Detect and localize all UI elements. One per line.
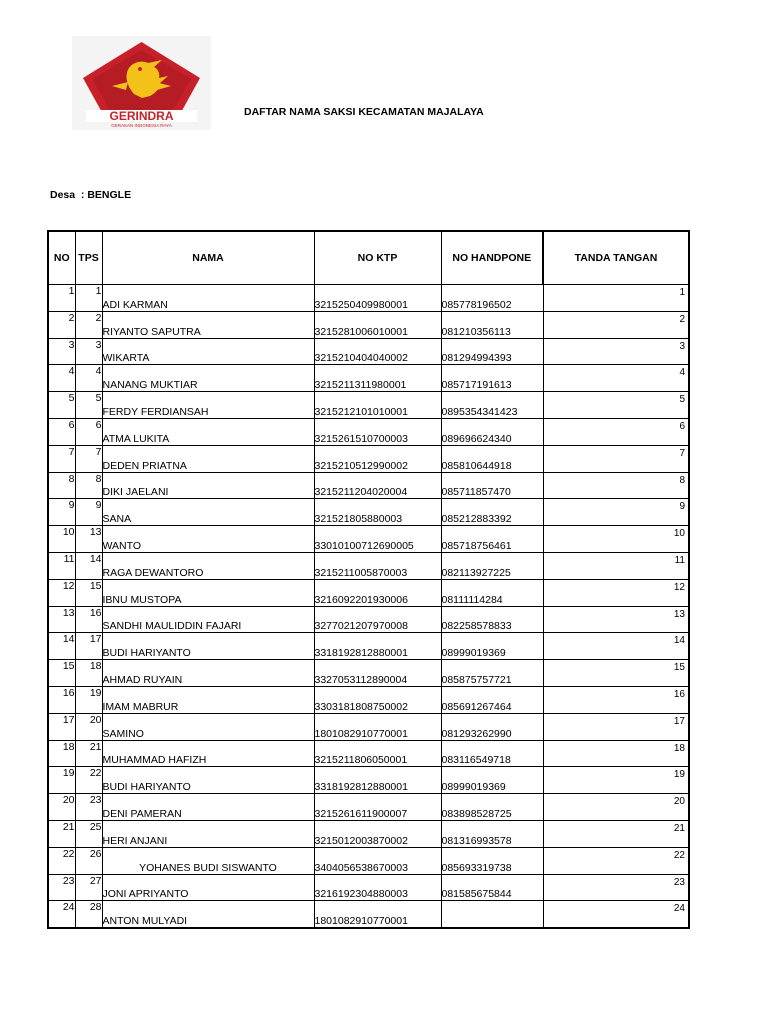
row-tps: 17 <box>75 633 102 660</box>
table-row <box>48 633 689 660</box>
row-no: 10 <box>48 526 75 553</box>
row-nama: ATMA LUKITA <box>102 418 314 445</box>
row-no: 17 <box>48 713 75 740</box>
table-row <box>48 686 689 713</box>
row-tps: 3 <box>75 338 102 365</box>
witness-table <box>47 230 690 929</box>
row-tps: 27 <box>75 874 102 901</box>
row-no: 3 <box>48 338 75 365</box>
signature-number: 20 <box>673 796 685 808</box>
garuda-logo-icon <box>72 36 211 130</box>
row-tps: 28 <box>75 901 102 928</box>
header-no-handpone: NO HANDPONE <box>441 231 543 285</box>
row-no-handpone: 083116549718 <box>441 740 543 767</box>
row-nama: RIYANTO SAPUTRA <box>102 311 314 338</box>
table-row <box>48 365 689 392</box>
row-no: 11 <box>48 552 75 579</box>
row-no-handpone: 081293262990 <box>441 713 543 740</box>
table-row <box>48 820 689 847</box>
table-row <box>48 794 689 821</box>
row-no-ktp: 3215261510700003 <box>314 418 441 445</box>
row-no-ktp: 3216092201930006 <box>314 579 441 606</box>
row-tanda-tangan <box>543 552 689 579</box>
row-tanda-tangan <box>543 392 689 419</box>
row-no-ktp: 3215250409980001 <box>314 285 441 312</box>
signature-number: 2 <box>679 313 685 325</box>
row-tanda-tangan <box>543 606 689 633</box>
signature-number: 10 <box>673 528 685 540</box>
document-title: DAFTAR NAMA SAKSI KECAMATAN MAJALAYA <box>244 106 484 118</box>
row-no: 6 <box>48 418 75 445</box>
row-no: 2 <box>48 311 75 338</box>
signature-number: 16 <box>673 688 685 700</box>
row-no-ktp: 3215211005870003 <box>314 552 441 579</box>
row-tps: 23 <box>75 794 102 821</box>
table-row <box>48 418 689 445</box>
row-no: 4 <box>48 365 75 392</box>
header-tanda-tangan: TANDA TANGAN <box>543 231 689 285</box>
row-no-ktp: 3215211311980001 <box>314 365 441 392</box>
row-no-handpone: 085718756461 <box>441 526 543 553</box>
signature-number: 11 <box>674 554 685 566</box>
row-no-handpone: 08999019369 <box>441 633 543 660</box>
table-header-row <box>48 231 689 285</box>
signature-number: 12 <box>673 581 685 593</box>
header-no: NO <box>48 231 75 285</box>
row-tanda-tangan <box>543 686 689 713</box>
row-no: 9 <box>48 499 75 526</box>
signature-number: 23 <box>673 876 685 888</box>
row-no-ktp: 3215281006010001 <box>314 311 441 338</box>
row-no-handpone: 085810644918 <box>441 445 543 472</box>
row-no-handpone: 081294994393 <box>441 338 543 365</box>
row-no-ktp: 33010100712690005 <box>314 526 441 553</box>
row-no-handpone: 085717191613 <box>441 365 543 392</box>
row-no: 7 <box>48 445 75 472</box>
table-row <box>48 767 689 794</box>
row-tps: 13 <box>75 526 102 553</box>
row-tanda-tangan <box>543 901 689 928</box>
row-nama: YOHANES BUDI SISWANTO <box>102 847 314 874</box>
table-row <box>48 606 689 633</box>
row-nama: BUDI HARIYANTO <box>102 767 314 794</box>
row-nama: DENI PAMERAN <box>102 794 314 821</box>
row-nama: IMAM MABRUR <box>102 686 314 713</box>
row-tps: 7 <box>75 445 102 472</box>
signature-number: 22 <box>673 849 685 861</box>
row-no-ktp: 3215210512990002 <box>314 445 441 472</box>
row-tanda-tangan <box>543 499 689 526</box>
row-no-handpone: 08111114284 <box>441 579 543 606</box>
table-row <box>48 874 689 901</box>
row-tps: 8 <box>75 472 102 499</box>
row-tanda-tangan <box>543 338 689 365</box>
signature-number: 18 <box>673 742 685 754</box>
header-nama: NAMA <box>102 231 314 285</box>
row-tanda-tangan <box>543 365 689 392</box>
row-no-ktp: 3327053112890004 <box>314 660 441 687</box>
table-row <box>48 311 689 338</box>
row-no-handpone: 081316993578 <box>441 820 543 847</box>
row-no-handpone: 085691267464 <box>441 686 543 713</box>
table-row <box>48 901 689 928</box>
row-tps: 25 <box>75 820 102 847</box>
row-tps: 16 <box>75 606 102 633</box>
row-nama: HERI ANJANI <box>102 820 314 847</box>
row-no: 16 <box>48 686 75 713</box>
row-tanda-tangan <box>543 847 689 874</box>
row-no-ktp: 3215211806050001 <box>314 740 441 767</box>
row-no: 5 <box>48 392 75 419</box>
row-no: 24 <box>48 901 75 928</box>
row-tanda-tangan <box>543 285 689 312</box>
signature-number: 6 <box>679 420 685 432</box>
row-tanda-tangan <box>543 579 689 606</box>
row-no-handpone: 083898528725 <box>441 794 543 821</box>
row-no-ktp: 3318192812880001 <box>314 767 441 794</box>
table-row <box>48 338 689 365</box>
row-tps: 4 <box>75 365 102 392</box>
row-nama: ADI KARMAN <box>102 285 314 312</box>
row-tanda-tangan <box>543 740 689 767</box>
row-nama: AHMAD RUYAIN <box>102 660 314 687</box>
row-no-handpone: 085875757721 <box>441 660 543 687</box>
row-no-handpone: 085212883392 <box>441 499 543 526</box>
row-tanda-tangan <box>543 472 689 499</box>
table-row <box>48 660 689 687</box>
signature-number: 4 <box>679 367 685 379</box>
table-row <box>48 740 689 767</box>
row-no-ktp: 321521805880003 <box>314 499 441 526</box>
row-no-handpone: 089696624340 <box>441 418 543 445</box>
row-no: 22 <box>48 847 75 874</box>
row-tps: 5 <box>75 392 102 419</box>
svg-text:GERAKAN INDONESIA RAYA: GERAKAN INDONESIA RAYA <box>111 123 172 128</box>
signature-number: 3 <box>679 340 685 352</box>
row-no-ktp: 3215012003870002 <box>314 820 441 847</box>
header-no-ktp: NO KTP <box>314 231 441 285</box>
row-tps: 26 <box>75 847 102 874</box>
table-row <box>48 552 689 579</box>
row-nama: DEDEN PRIATNA <box>102 445 314 472</box>
signature-number: 15 <box>673 662 685 674</box>
table-row <box>48 499 689 526</box>
signature-number: 13 <box>673 608 685 620</box>
row-no-handpone: 085711857470 <box>441 472 543 499</box>
table-row <box>48 285 689 312</box>
row-tanda-tangan <box>543 713 689 740</box>
row-nama: IBNU MUSTOPA <box>102 579 314 606</box>
signature-number: 19 <box>673 769 685 781</box>
row-nama: SANA <box>102 499 314 526</box>
header-tps: TPS <box>75 231 102 285</box>
row-nama: DIKI JAELANI <box>102 472 314 499</box>
table-row <box>48 392 689 419</box>
row-tps: 22 <box>75 767 102 794</box>
row-no-handpone: 081210356113 <box>441 311 543 338</box>
row-tps: 20 <box>75 713 102 740</box>
signature-number: 1 <box>679 287 685 298</box>
row-nama: RAGA DEWANTORO <box>102 552 314 579</box>
row-nama: MUHAMMAD HAFIZH <box>102 740 314 767</box>
row-no: 8 <box>48 472 75 499</box>
row-no-ktp: 3404056538670003 <box>314 847 441 874</box>
row-tanda-tangan <box>543 445 689 472</box>
row-no: 21 <box>48 820 75 847</box>
table-row <box>48 579 689 606</box>
row-no-ktp: 1801082910770001 <box>314 713 441 740</box>
row-no-handpone: 0895354341423 <box>441 392 543 419</box>
row-tps: 2 <box>75 311 102 338</box>
row-no-handpone: 081585675844 <box>441 874 543 901</box>
table-row <box>48 445 689 472</box>
row-no-handpone: 085778196502 <box>441 285 543 312</box>
row-nama: JONI APRIYANTO <box>102 874 314 901</box>
row-no: 15 <box>48 660 75 687</box>
table-row <box>48 472 689 499</box>
row-tanda-tangan <box>543 794 689 821</box>
row-tps: 1 <box>75 285 102 312</box>
row-tanda-tangan <box>543 874 689 901</box>
row-nama: SANDHI MAULIDDIN FAJARI <box>102 606 314 633</box>
table-row <box>48 526 689 553</box>
row-tps: 14 <box>75 552 102 579</box>
row-nama: SAMINO <box>102 713 314 740</box>
row-tanda-tangan <box>543 418 689 445</box>
row-tanda-tangan <box>543 820 689 847</box>
row-nama: WIKARTA <box>102 338 314 365</box>
row-no: 18 <box>48 740 75 767</box>
row-tps: 21 <box>75 740 102 767</box>
row-no-ktp: 3215212101010001 <box>314 392 441 419</box>
row-no-ktp: 1801082910770001 <box>314 901 441 928</box>
signature-number: 17 <box>673 715 685 727</box>
row-tanda-tangan <box>543 633 689 660</box>
row-tanda-tangan <box>543 526 689 553</box>
row-nama: FERDY FERDIANSAH <box>102 392 314 419</box>
signature-number: 24 <box>673 903 685 915</box>
row-no: 14 <box>48 633 75 660</box>
row-nama: WANTO <box>102 526 314 553</box>
signature-number: 8 <box>679 474 685 486</box>
table-row <box>48 847 689 874</box>
gerindra-logo <box>72 36 211 130</box>
table-row <box>48 713 689 740</box>
row-no-handpone: 08999019369 <box>441 767 543 794</box>
row-no-handpone: 085693319738 <box>441 847 543 874</box>
row-nama: NANANG MUKTIAR <box>102 365 314 392</box>
row-no-ktp: 3277021207970008 <box>314 606 441 633</box>
row-no-ktp: 3215210404040002 <box>314 338 441 365</box>
signature-number: 21 <box>673 822 685 834</box>
row-no-ktp: 3318192812880001 <box>314 633 441 660</box>
row-no: 1 <box>48 285 75 312</box>
row-nama: BUDI HARIYANTO <box>102 633 314 660</box>
row-no-ktp: 3215211204020004 <box>314 472 441 499</box>
row-no-handpone: 082258578833 <box>441 606 543 633</box>
row-tps: 6 <box>75 418 102 445</box>
signature-number: 9 <box>679 501 685 513</box>
row-tanda-tangan <box>543 660 689 687</box>
row-no-ktp: 3216192304880003 <box>314 874 441 901</box>
row-no-ktp: 3303181808750002 <box>314 686 441 713</box>
row-tps: 19 <box>75 686 102 713</box>
row-no: 23 <box>48 874 75 901</box>
row-nama: ANTON MULYADI <box>102 901 314 928</box>
row-no-ktp: 3215261611900007 <box>314 794 441 821</box>
row-no: 19 <box>48 767 75 794</box>
row-no: 20 <box>48 794 75 821</box>
desa-label: Desa : BENGLE <box>50 189 132 201</box>
row-tanda-tangan <box>543 311 689 338</box>
svg-text:GERINDRA: GERINDRA <box>109 109 174 123</box>
signature-number: 14 <box>673 635 685 647</box>
row-tps: 15 <box>75 579 102 606</box>
row-tps: 9 <box>75 499 102 526</box>
row-tanda-tangan <box>543 767 689 794</box>
row-no: 13 <box>48 606 75 633</box>
row-no-handpone <box>441 901 543 928</box>
row-tps: 18 <box>75 660 102 687</box>
signature-number: 5 <box>679 394 685 406</box>
signature-number: 7 <box>679 447 685 459</box>
row-no: 12 <box>48 579 75 606</box>
row-no-handpone: 082113927225 <box>441 552 543 579</box>
